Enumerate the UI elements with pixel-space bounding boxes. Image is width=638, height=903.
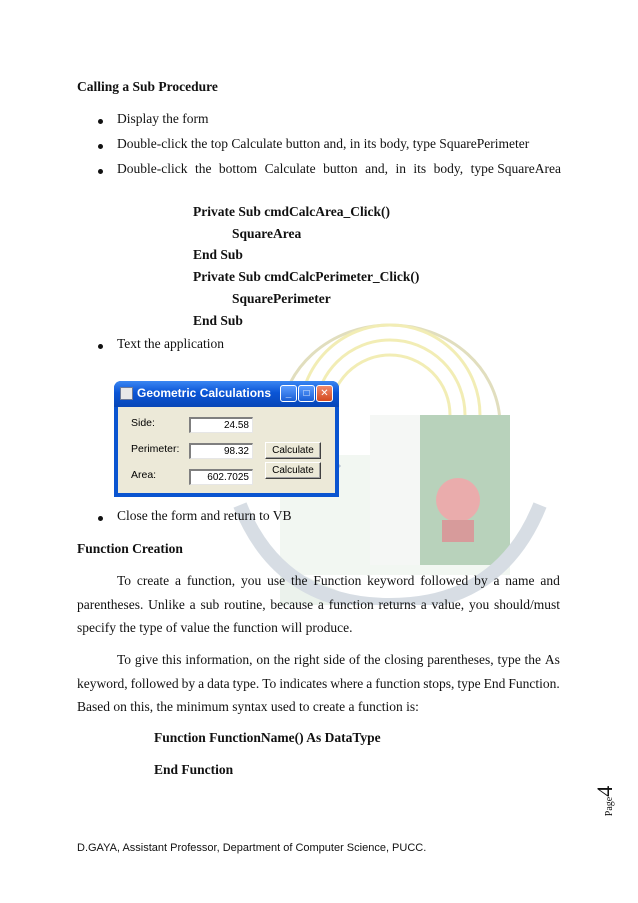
word: and,: [365, 161, 388, 176]
bullet-dot: [98, 144, 103, 149]
word: a: [420, 597, 427, 612]
word: in: [395, 161, 406, 176]
bullet-dot: [98, 169, 103, 174]
word: use: [267, 573, 286, 588]
paragraph-1-line-2: [77, 597, 560, 613]
word: data: [207, 676, 230, 691]
word: function: [375, 676, 421, 691]
code-line-square-area: SquareArea: [232, 226, 302, 241]
side-label: Side:: [131, 417, 155, 429]
section-heading-calling-sub: Calling a Sub Procedure: [77, 79, 218, 94]
perimeter-label: Perimeter:: [131, 443, 180, 455]
syntax-end-function-line: End Function: [154, 762, 234, 777]
calculate-perimeter-button[interactable]: Calculate: [265, 442, 321, 459]
word: indicates: [279, 676, 328, 691]
calculate-area-button[interactable]: Calculate: [265, 462, 321, 479]
word: sub: [200, 597, 220, 612]
window-client-area: [118, 407, 335, 493]
window-titlebar: [114, 381, 339, 407]
word: a: [174, 573, 181, 588]
word: you: [241, 573, 262, 588]
word: on: [256, 652, 270, 667]
word: the: [194, 161, 212, 176]
word: should/must: [493, 597, 560, 612]
paragraph-2-line-3: Based on this, the minimum syntax used to create a function is:: [77, 699, 419, 714]
word: Double-click: [117, 161, 188, 176]
word: End: [483, 676, 506, 691]
word: closing: [384, 652, 424, 667]
word: a: [493, 573, 500, 588]
geometric-calculations-window: [114, 381, 339, 497]
word: a: [198, 676, 205, 691]
word: a: [317, 597, 324, 612]
word: by: [181, 676, 196, 691]
bullet-close-form: Close the form and return to VB: [117, 508, 292, 523]
close-icon[interactable]: ✕: [316, 385, 333, 402]
word: keyword: [367, 573, 415, 588]
word: of: [348, 652, 361, 667]
code-line-perimeter-sub: Private Sub cmdCalcPerimeter_Click(): [193, 269, 420, 284]
word: parentheses.: [77, 597, 144, 612]
bullet-top-calculate: Double-click the top Calculate button and, in its body, type SquarePerimeter: [117, 136, 530, 151]
word: its: [413, 161, 427, 176]
page-number-rotated: [592, 776, 618, 826]
word: where: [330, 676, 364, 691]
word: and: [540, 573, 560, 588]
perimeter-input[interactable]: 98.32: [189, 443, 253, 459]
bullet-bottom-calculate: [117, 161, 561, 177]
word: Calculate: [264, 161, 316, 176]
form-icon: [120, 387, 133, 400]
area-input[interactable]: 602.7025: [189, 469, 253, 485]
word: button: [323, 161, 358, 176]
window-title: Geometric Calculations: [137, 386, 272, 400]
word: the: [364, 652, 381, 667]
page-label: Page: [604, 796, 615, 817]
word: information,: [185, 652, 253, 667]
word: type: [457, 676, 481, 691]
syntax-function-line: Function FunctionName() As DataType: [154, 730, 381, 745]
word: the: [524, 652, 542, 667]
page-number: [586, 778, 626, 828]
word: a: [366, 676, 373, 691]
word: function,: [186, 573, 236, 588]
code-line-end-sub: End Sub: [193, 247, 243, 262]
code-line-area-sub: Private Sub cmdCalcArea_Click(): [193, 204, 390, 219]
maximize-icon[interactable]: □: [298, 385, 315, 402]
paragraph-1-line-3: specify the type of value the function will produce.: [77, 620, 353, 635]
word: body,: [433, 161, 464, 176]
word: create: [136, 573, 170, 588]
code-line-square-perimeter: SquarePerimeter: [232, 291, 331, 306]
word: name: [505, 573, 535, 588]
word: followed: [420, 573, 469, 588]
word: returns: [378, 597, 416, 612]
word: you: [468, 597, 490, 612]
bullet-dot: [98, 119, 103, 124]
word: the: [290, 573, 308, 588]
word: Unlike: [148, 597, 185, 612]
word: the: [273, 652, 291, 667]
code-line-end-sub: End Sub: [193, 313, 243, 328]
word: side: [323, 652, 346, 667]
paragraph-1-line-1: [117, 573, 560, 589]
bullet-display-form: Display the form: [117, 111, 209, 126]
section-heading-function-creation: Function Creation: [77, 541, 183, 556]
word: keyword,: [77, 676, 128, 691]
word: type.: [232, 676, 260, 691]
word: value,: [431, 597, 465, 612]
bullet-test-application: Text the application: [117, 336, 225, 351]
word: To: [262, 676, 277, 691]
word: To: [117, 573, 132, 588]
paragraph-2-line-1: [117, 652, 560, 668]
word: routine,: [224, 597, 266, 612]
word: To: [117, 652, 132, 667]
word: by: [474, 573, 488, 588]
word: parentheses,: [427, 652, 494, 667]
word: type: [497, 652, 521, 667]
word: Function: [313, 573, 362, 588]
word: a: [189, 597, 196, 612]
page-number-value: 4: [592, 785, 617, 797]
word: function: [328, 597, 374, 612]
footer-author: D.GAYA, Assistant Professor, Department of Computer Science, PUCC.: [77, 842, 427, 854]
word: Function.: [508, 676, 560, 691]
word: stops,: [423, 676, 455, 691]
minimize-icon[interactable]: _: [280, 385, 297, 402]
bullet-dot: [98, 516, 103, 521]
area-label: Area:: [131, 469, 157, 481]
bullet-dot: [98, 344, 103, 349]
word: right: [294, 652, 320, 667]
word: this: [162, 652, 182, 667]
word: give: [134, 652, 159, 667]
paragraph-2-line-2: [77, 676, 560, 692]
word: followed: [130, 676, 179, 691]
word: type SquareArea: [470, 161, 561, 176]
word: As: [544, 652, 560, 667]
word: bottom: [218, 161, 258, 176]
word: because: [270, 597, 314, 612]
side-input[interactable]: 24.58: [189, 417, 253, 433]
